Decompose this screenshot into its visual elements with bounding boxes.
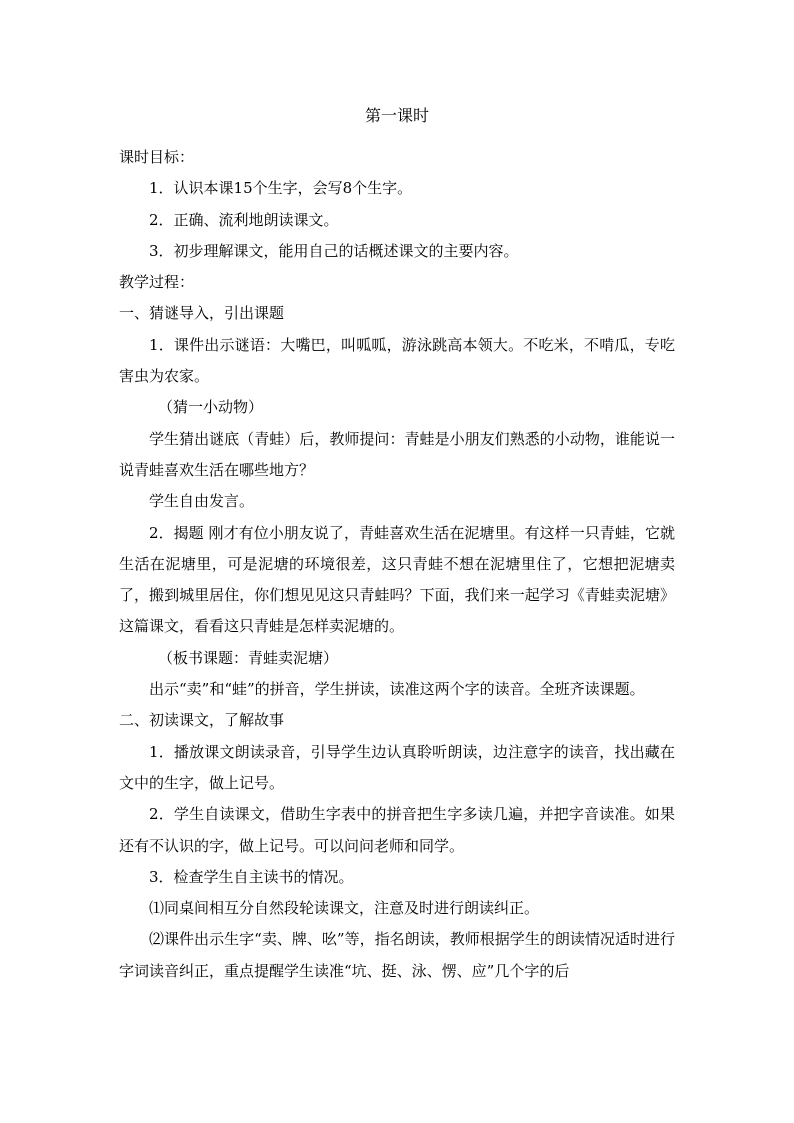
section-heading-2: 二、初读课文，了解故事 — [119, 711, 285, 730]
section-heading-1: 一、猜谜导入，引出课题 — [119, 304, 285, 323]
paragraph-goal-2: 2．正确、流利地朗读课文。 — [149, 210, 339, 229]
paragraph-process-heading: 教学过程： — [119, 273, 195, 292]
document-body — [119, 142, 675, 987]
paragraph-reveal-title: 2．揭题 刚才有位小朋友说了，青蛙喜欢生活在泥塘里。有这样一只青蛙，它就生活在泥塘里，可是泥塘的环境很差，这只青蛙不想在泥塘里住了，它想把泥塘卖了，搬到城里居住，你们想见见这只青蛙吗？下面，我们来一起学习《青蛙卖泥塘》这篇课文，看看这只青蛙是怎样卖泥塘的。 — [119, 523, 675, 636]
paragraph-free-speech: 学生自由发言。 — [149, 492, 255, 511]
paragraph-board-title: （板书课题：青蛙卖泥塘） — [158, 648, 339, 667]
paragraph-step-3: 3．检查学生自主读书的情况。 — [149, 867, 354, 886]
paragraph-question: 学生猜出谜底（青蛙）后，教师提问：青蛙是小朋友们熟悉的小动物，谁能说一说青蛙喜欢生活在哪些地方？ — [119, 429, 675, 479]
paragraph-step-1: 1．播放课文朗读录音，引导学生边认真聆听朗读，边注意字的读音，找出藏在文中的生字，做上记号。 — [119, 742, 675, 792]
paragraph-goals-heading: 课时目标： — [119, 148, 195, 166]
paragraph-step-2: 2．学生自读课文，借助生字表中的拼音把生字多读几遍，并把字音读准。如果还有不认识的字，做上记号。可以问问老师和同学。 — [119, 805, 675, 855]
page-title: 第一课时 — [364, 106, 429, 125]
paragraph-riddle-hint: （猜一小动物） — [158, 398, 264, 417]
paragraph-substep-2: ⑵课件出示生字“卖、牌、吆”等，指名朗读，教师根据学生的朗读情况适时进行字词读音纠正，重点提醒学生读准“坑、挺、泳、愣、应”几个字的后 — [119, 930, 675, 980]
paragraph-substep-1: ⑴同桌间相互分自然段轮读课文，注意及时进行朗读纠正。 — [149, 899, 540, 918]
paragraph-goal-3: 3．初步理解课文，能用自己的话概述课文的主要内容。 — [149, 241, 519, 260]
paragraph-pinyin: 出示“卖”和“蛙”的拼音，学生拼读，读准这两个字的读音。全班齐读课题。 — [149, 680, 645, 699]
paragraph-riddle: 1．课件出示谜语：大嘴巴，叫呱呱，游泳跳高本领大。不吃米，不啃瓜，专吃害虫为农家。 — [119, 335, 675, 386]
paragraph-goal-1: 1．认识本课15个生字，会写8个生字。 — [149, 179, 413, 198]
